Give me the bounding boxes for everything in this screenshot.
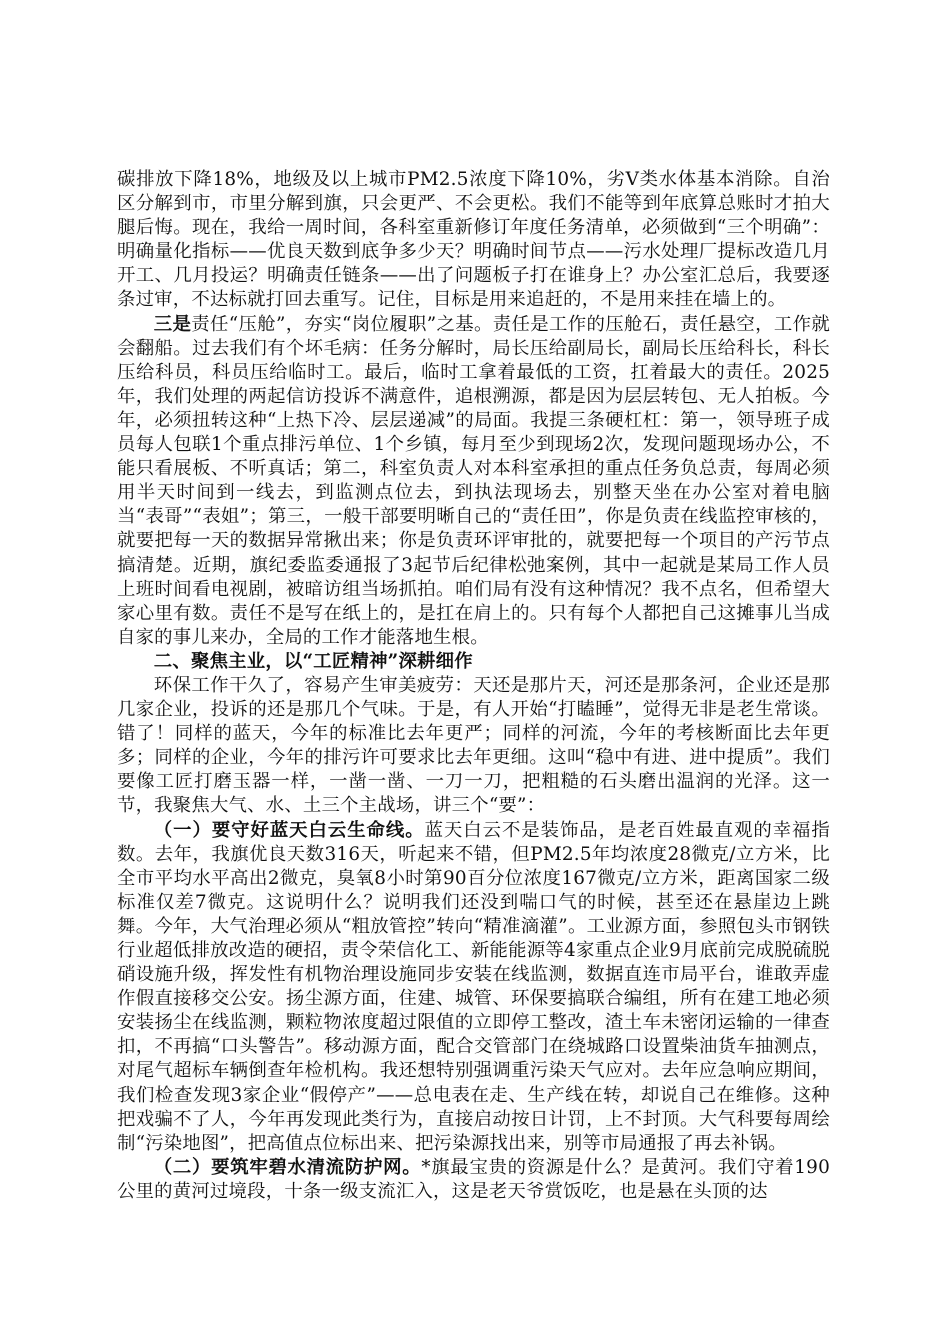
- paragraph-blue-sky-lead: （一）要守好蓝天白云生命线。: [153, 819, 425, 841]
- section-heading-two: 二、聚焦主业，以“工匠精神”深耕细作: [153, 650, 473, 672]
- paragraph-clear-water-body: *旗最宝贵的资源是什么？是黄河。我们守着190公里的黄河过境段，十条一级支流汇入，这是老天爷赏饭吃，也是悬在头顶的达: [117, 1156, 830, 1202]
- paragraph-clear-water: [117, 1156, 830, 1204]
- paragraph-clear-water-lead: （二）要筑牢碧水清流防护网。: [153, 1156, 422, 1178]
- paragraph-responsibility-lead: 三是: [153, 313, 192, 335]
- paragraph-responsibility-body: 责任“压舱”，夯实“岗位履职”之基。责任是工作的压舱石，责任悬空，工作就会翻船。过去我们有个坏毛病：任务分解时，局长压给副局长，副局长压给科长，科长压给科员，科员压给临时工。最后，临时工拿着最低的工资，扛着最大的责任。2025年，我们处理的两起信访投诉不满意件，追根溯源，都是因为层层转包、无人拍板。今年，必须扭转这种“上热下冷、层层递减”的局面。我提三条硬杠杠：第一，领导班子成员每人包联1个重点排污单位、1个乡镇，每月至少到现场2次，发现问题现场办公，不能只看展板、不听真话；第二，科室负责人对本科室承担的重点任务负总责，每周必须用半天时间到一线去，到监测点位去，到执法现场去，别整天坐在办公室对着电脑当“表哥”“表姐”；第三，一般干部要明晰自己的“责任田”，你是负责在线监控审核的，就要把每一天的数据异常揪出来；你是负责环评审批的，就要把每一个项目的产污节点搞清楚。近期，旗纪委监委通报了3起节后纪律松弛案例，其中一起就是某局工作人员上班时间看电视剧，被暗访组当场抓拍。咱们局有没有这种情况？我不点名，但希望大家心里有数。责任不是写在纸上的，是扛在肩上的。只有每个人都把自己这摊事儿当成自家的事儿来办，全局的工作才能落地生根。: [117, 313, 830, 648]
- paragraph-targets: 碳排放下降18%，地级及以上城市PM2.5浓度下降10%，劣Ⅴ类水体基本消除。自治区分解到市，市里分解到旗，只会更严、不会更松。我们不能等到年底算总账时才拍大腿后悔。现在，我给一周时间，各科室重新修订年度任务清单，必须做到“三个明确”：明确量化指标——优良天数到底争多少天？明确时间节点——污水处理厂提标改造几月开工、几月投运？明确责任链条——出了问题板子打在谁身上？办公室汇总后，我要逐条过审，不达标就打回去重写。记住，目标是用来追赶的，不是用来挂在墙上的。: [117, 169, 830, 311]
- document-page: [117, 168, 830, 1204]
- paragraph-responsibility: [117, 313, 830, 650]
- paragraph-blue-sky-body: 蓝天白云不是装饰品，是老百姓最直观的幸福指数。去年，我旗优良天数316天，听起来不错，但PM2.5年均浓度28微克/立方米，比全市平均水平高出2微克，臭氧8小时第90百分位浓度167微克/立方米，距离国家二级标准仅差7微克。这说明什么？说明我们还没到喘口气的时候，甚至还在悬崖边上跳舞。今年，大气治理必须从“粗放管控”转向“精准滴灌”。工业源方面，参照包头市钢铁行业超低排放改造的硬招，责令荣信化工、新能能源等4家重点企业9月底前完成脱硫脱硝设施升级，挥发性有机物治理设施同步安装在线监测，数据直连市局平台，谁敢弄虚作假直接移交公安。扬尘源方面，住建、城管、环保要搞联合编组，所有在建工地必须安装扬尘在线监测，颗粒物浓度超过限值的立即停工整改，渣土车未密闭运输的一律查扣，不再搞“口头警告”。移动源方面，配合交管部门在绕城路口设置柴油货车抽测点，对尾气超标车辆倒查年检机构。我还想特别强调重污染天气应对。去年应急响应期间，我们检查发现3家企业“假停产”——总电表在走、生产线在转，却说自己在维修。这种把戏骗不了人，今年再发现此类行为，直接启动按日计罚，上不封顶。大气科要每周绘制“污染地图”，把高值点位标出来、把污染源找出来，别等市局通报了再去补锅。: [117, 819, 830, 1154]
- paragraph-environment-work: 环保工作干久了，容易产生审美疲劳：天还是那片天，河还是那条河，企业还是那几家企业，投诉的还是那几个气味。于是，有人开始“打瞌睡”，觉得无非是老生常谈。错了！同样的蓝天，今年的标准比去年更严；同样的河流，今年的考核断面比去年更多；同样的企业，今年的排污许可要求比去年更细。这叫“稳中有进、进中提质”。我们要像工匠打磨玉器一样，一凿一凿、一刀一刀，把粗糙的石头磨出温润的光泽。这一节，我聚焦大气、水、土三个主战场，讲三个“要”：: [117, 674, 830, 817]
- paragraph-blue-sky: [117, 819, 830, 1156]
